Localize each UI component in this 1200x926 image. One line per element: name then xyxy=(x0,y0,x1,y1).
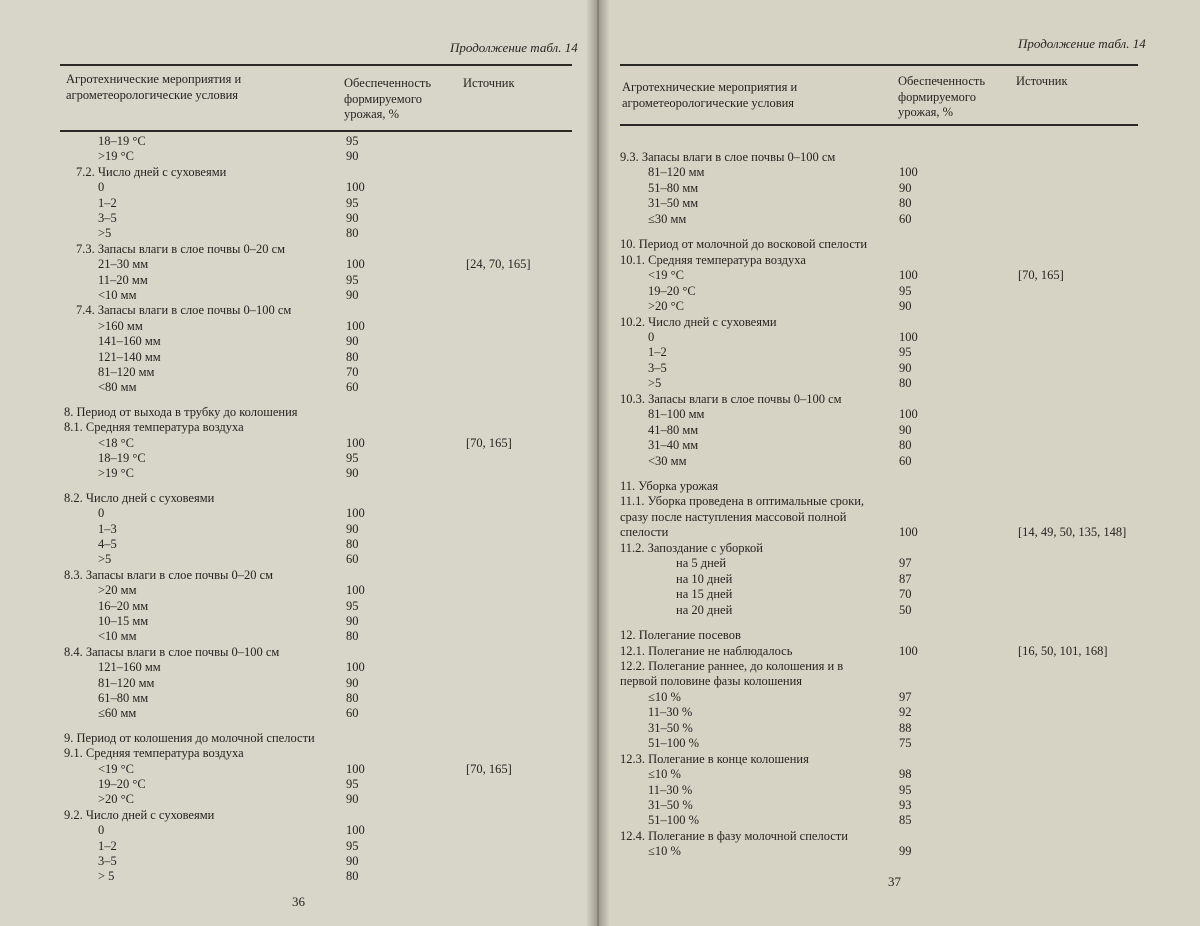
row-label: на 10 дней xyxy=(676,571,733,586)
row-label: 31–50 % xyxy=(648,798,693,812)
row-label: 1–2 xyxy=(98,195,117,210)
row-label: 18–19 °C xyxy=(98,451,146,465)
row-label: 11.2. Запоздание с уборкой xyxy=(620,540,763,555)
row-label: <10 мм xyxy=(98,629,137,644)
row-label: 11. Уборка урожая xyxy=(620,479,719,493)
row-source: [70, 165] xyxy=(1018,268,1064,283)
row-label: 7.2. Число дней с суховеями xyxy=(76,164,227,179)
row-value: 100 xyxy=(899,525,918,540)
row-label: 12.1. Полегание не наблюдалось xyxy=(620,643,793,658)
row-label: 10.1. Средняя температура воздуха xyxy=(620,252,806,267)
row-value: 88 xyxy=(899,720,912,735)
row-label: 8.2. Число дней с суховеями xyxy=(64,490,215,505)
header-bottom-rule xyxy=(620,124,1138,126)
row-label: 81–120 мм xyxy=(98,365,155,379)
row-label: на 5 дней xyxy=(676,556,727,571)
row-label: 1–3 xyxy=(98,521,117,536)
row-value: 80 xyxy=(346,629,359,644)
left-page xyxy=(0,0,598,926)
row-label: 4–5 xyxy=(98,537,117,551)
row-source: [16, 50, 101, 168] xyxy=(1018,643,1108,658)
row-value: 80 xyxy=(346,537,359,551)
header-col2: Обеспеченность формируемого урожая, % xyxy=(344,76,432,121)
row-label: ≤10 % xyxy=(648,767,681,782)
row-label: 3–5 xyxy=(648,360,667,375)
row-value: 100 xyxy=(346,660,365,675)
row-label: 7.3. Запасы влаги в слое почвы 0–20 см xyxy=(76,241,286,256)
row-value: 95 xyxy=(346,134,359,148)
row-label: 1–2 xyxy=(648,345,667,360)
header-col1: Агротехнические мероприятия и агрометеорологические условия xyxy=(66,72,242,102)
row-value: 100 xyxy=(346,318,365,333)
row-value: 60 xyxy=(346,552,359,567)
row-label: 16–20 мм xyxy=(98,598,149,613)
row-label: первой половине фазы колошения xyxy=(620,674,803,689)
row-label: на 15 дней xyxy=(676,587,733,602)
row-label: >5 xyxy=(98,552,112,567)
right-page xyxy=(598,0,1200,926)
row-value: 100 xyxy=(346,506,365,521)
row-label: >19 °C xyxy=(98,149,135,164)
row-value: 99 xyxy=(899,844,912,859)
row-label: <30 мм xyxy=(648,453,687,468)
row-value: 50 xyxy=(899,602,912,617)
row-value: 98 xyxy=(899,767,912,782)
continuation-label: Продолжение табл. 14 xyxy=(450,40,578,55)
row-label: >20 °C xyxy=(98,792,135,807)
row-value: 95 xyxy=(899,782,912,797)
row-value: 75 xyxy=(899,736,912,751)
row-label: 12. Полегание посевов xyxy=(620,628,741,643)
row-label: ≤60 мм xyxy=(98,706,137,721)
row-value: 92 xyxy=(899,705,912,720)
row-value: 90 xyxy=(899,180,912,195)
row-value: 100 xyxy=(899,407,918,422)
row-label: 10–15 мм xyxy=(98,614,149,628)
row-label: на 20 дней xyxy=(676,602,733,617)
row-label: 121–160 мм xyxy=(98,660,161,675)
row-label: ≤10 % xyxy=(648,689,681,704)
row-value: 90 xyxy=(899,360,912,375)
row-value: 100 xyxy=(346,435,365,450)
row-value: 80 xyxy=(346,349,359,364)
row-label: 11.1. Уборка проведена в оптимальные сроки, xyxy=(620,494,865,509)
row-value: 100 xyxy=(346,180,365,195)
row-label: 19–20 °C xyxy=(98,777,146,791)
row-label: 9.1. Средняя температура воздуха xyxy=(64,746,244,761)
row-label: >20 мм xyxy=(98,583,137,598)
row-value: 97 xyxy=(899,689,912,704)
row-value: 60 xyxy=(346,706,359,721)
row-label: 10.2. Число дней с суховеями xyxy=(620,314,777,329)
row-label: 3–5 xyxy=(98,854,117,868)
row-label: 81–120 мм xyxy=(98,675,155,690)
row-label: 61–80 мм xyxy=(98,691,149,705)
row-label: 9.2. Число дней с суховеями xyxy=(64,807,215,822)
row-label: сразу после наступления массовой полной xyxy=(620,509,847,524)
row-value: 85 xyxy=(899,813,912,828)
row-value: 90 xyxy=(346,149,359,164)
row-label: 11–20 мм xyxy=(98,272,148,287)
row-label: 9.3. Запасы влаги в слое почвы 0–100 см xyxy=(620,150,836,164)
row-value: 80 xyxy=(346,869,359,884)
row-label: 51–100 % xyxy=(648,736,700,751)
row-label: 8.4. Запасы влаги в слое почвы 0–100 см xyxy=(64,644,280,659)
row-value: 90 xyxy=(346,288,359,302)
row-value: 95 xyxy=(346,598,359,613)
row-value: 100 xyxy=(346,761,365,776)
row-label: 81–120 мм xyxy=(648,165,705,180)
row-label: 11–30 % xyxy=(648,782,693,797)
row-value: 95 xyxy=(346,838,359,853)
row-label: <19 °C xyxy=(648,268,685,283)
row-label: 51–80 мм xyxy=(648,180,699,195)
row-value: 80 xyxy=(346,691,359,705)
row-value: 100 xyxy=(346,823,365,838)
row-label: 41–80 мм xyxy=(648,422,699,437)
row-value: 60 xyxy=(346,380,359,395)
row-label: 7.4. Запасы влаги в слое почвы 0–100 см xyxy=(76,303,292,318)
row-label: 8.1. Средняя температура воздуха xyxy=(64,420,244,435)
page-number: 36 xyxy=(292,894,305,909)
row-source: [70, 165] xyxy=(466,435,512,450)
row-label: 12.4. Полегание в фазу молочной спелости xyxy=(620,828,848,843)
row-label: ≤10 % xyxy=(648,844,681,859)
row-source: [24, 70, 165] xyxy=(466,257,531,272)
row-value: 90 xyxy=(346,792,359,807)
row-value: 90 xyxy=(346,334,359,349)
row-value: 95 xyxy=(346,195,359,210)
row-label: 10.3. Запасы влаги в слое почвы 0–100 см xyxy=(620,391,842,406)
row-label: >20 °C xyxy=(648,299,685,314)
row-label: 9. Период от колошения до молочной спелости xyxy=(64,730,315,745)
row-label: <18 °C xyxy=(98,435,135,450)
row-value: 60 xyxy=(899,453,912,468)
row-value: 100 xyxy=(346,583,365,598)
row-label: 31–50 мм xyxy=(648,196,699,211)
continuation-label: Продолжение табл. 14 xyxy=(1018,36,1146,51)
row-value: 90 xyxy=(346,211,359,225)
row-label: 0 xyxy=(648,329,655,344)
row-value: 100 xyxy=(899,165,918,180)
row-label: 1–2 xyxy=(98,838,117,853)
row-value: 100 xyxy=(899,643,918,658)
row-label: спелости xyxy=(620,525,669,540)
row-source: [14, 49, 50, 135, 148] xyxy=(1018,525,1127,540)
row-value: 95 xyxy=(346,451,359,465)
row-label: 12.2. Полегание раннее, до колошения и в xyxy=(620,658,844,673)
row-value: 90 xyxy=(346,466,359,481)
row-label: >19 °C xyxy=(98,466,135,481)
page-number: 37 xyxy=(888,874,901,889)
row-label: 31–50 % xyxy=(648,720,693,735)
row-label: 8. Период от выхода в трубку до колошения xyxy=(64,404,298,419)
row-value: 70 xyxy=(346,365,359,379)
row-value: 90 xyxy=(346,675,359,690)
row-value: 90 xyxy=(346,614,359,628)
row-value: 95 xyxy=(346,777,359,791)
row-label: 11–30 % xyxy=(648,705,693,720)
header-top-rule xyxy=(60,64,572,66)
row-value: 95 xyxy=(899,345,912,360)
row-value: 80 xyxy=(899,438,912,453)
row-label: 12.3. Полегание в конце колошения xyxy=(620,751,809,766)
header-col2: Обеспеченность формируемого урожая, % xyxy=(898,74,986,119)
row-value: 60 xyxy=(899,211,912,226)
row-label: 121–140 мм xyxy=(98,349,161,364)
row-value: 93 xyxy=(899,798,912,812)
row-value: 97 xyxy=(899,556,912,571)
row-label: <19 °C xyxy=(98,761,135,776)
row-value: 90 xyxy=(346,854,359,868)
row-value: 70 xyxy=(899,587,912,602)
header-col3: Источник xyxy=(463,76,515,90)
row-label: 81–100 мм xyxy=(648,407,705,422)
header-col3: Источник xyxy=(1016,74,1068,88)
row-label: ≤30 мм xyxy=(648,211,687,226)
row-label: 0 xyxy=(98,823,105,838)
row-value: 95 xyxy=(346,272,359,287)
row-label: 3–5 xyxy=(98,211,117,225)
row-value: 80 xyxy=(899,376,912,391)
row-label: 0 xyxy=(98,180,105,195)
row-label: <10 мм xyxy=(98,288,137,302)
row-label: <80 мм xyxy=(98,380,137,395)
row-label: 51–100 % xyxy=(648,813,700,828)
row-label: >5 xyxy=(648,376,662,391)
header-bottom-rule xyxy=(60,130,572,132)
row-label: >160 мм xyxy=(98,318,143,333)
row-label: 31–40 мм xyxy=(648,438,699,453)
row-value: 100 xyxy=(899,329,918,344)
row-value: 80 xyxy=(346,226,359,241)
row-label: 8.3. Запасы влаги в слое почвы 0–20 см xyxy=(64,567,274,582)
header-col1: Агротехнические мероприятия и агрометеорологические условия xyxy=(622,80,798,110)
row-value: 95 xyxy=(899,283,912,298)
row-label: 0 xyxy=(98,506,105,521)
row-value: 90 xyxy=(899,299,912,314)
row-value: 90 xyxy=(346,521,359,536)
row-label: 10. Период от молочной до восковой спелости xyxy=(620,237,868,252)
row-value: 87 xyxy=(899,571,912,586)
row-value: 100 xyxy=(899,268,918,283)
row-label: >5 xyxy=(98,226,112,241)
row-label: 21–30 мм xyxy=(98,257,149,272)
row-label: > 5 xyxy=(98,869,115,884)
header-top-rule xyxy=(620,64,1138,66)
book-gutter xyxy=(586,0,610,926)
row-label: 19–20 °C xyxy=(648,283,696,298)
row-label: 141–160 мм xyxy=(98,334,161,349)
row-value: 100 xyxy=(346,257,365,272)
row-value: 90 xyxy=(899,422,912,437)
row-label: 18–19 °C xyxy=(98,134,146,148)
row-value: 80 xyxy=(899,196,912,211)
row-source: [70, 165] xyxy=(466,761,512,776)
